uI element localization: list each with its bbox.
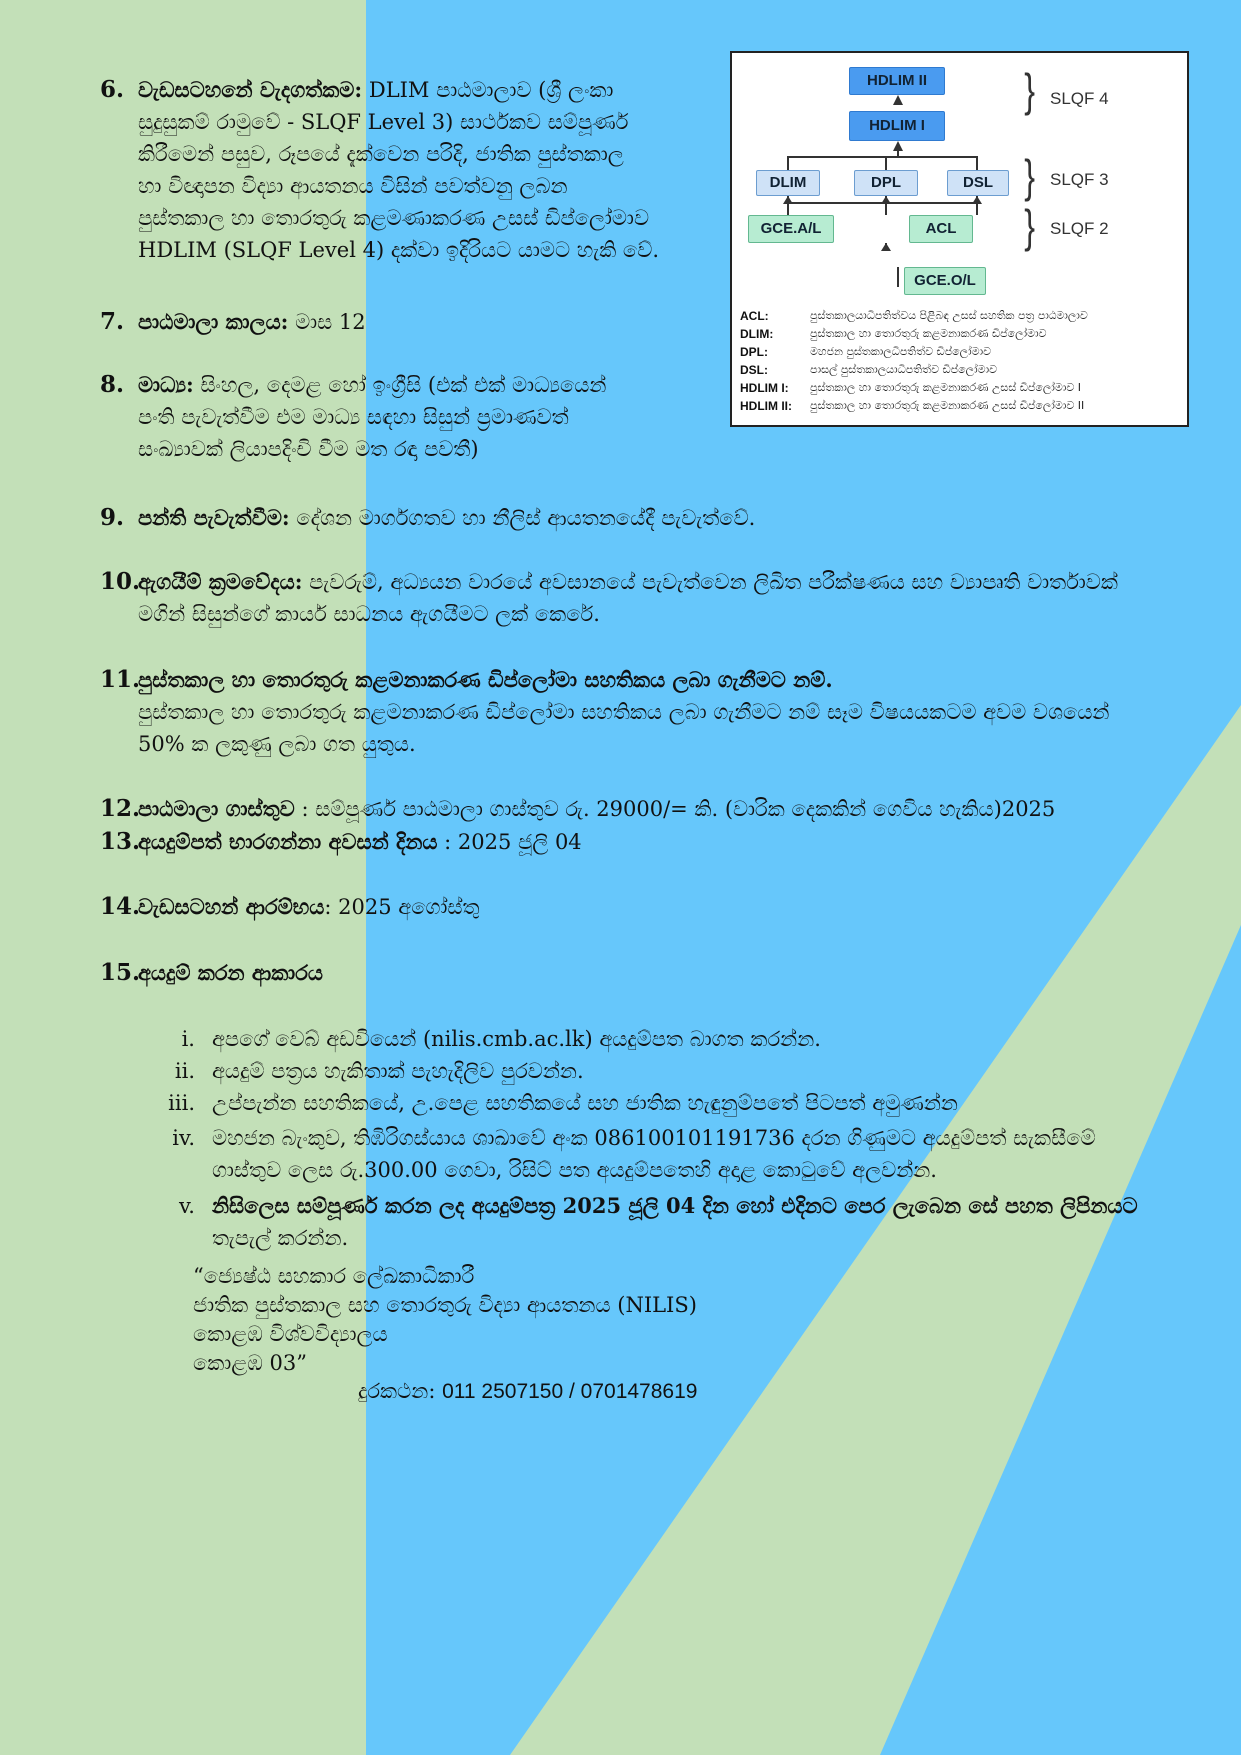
node-gce-ol: GCE.O/L <box>904 267 986 295</box>
label-slqf2: SLQF 2 <box>1050 219 1109 238</box>
item-number: 7. <box>100 308 125 335</box>
item-body <box>138 891 1193 923</box>
node-acl: ACL <box>909 215 973 243</box>
node-hdlim-ii: HDLIM II <box>849 67 945 95</box>
item-line: පුස්තකාල හා තොරතුරු කළමණාකරණ උසස් ඩිප්ලෝමාව <box>138 206 650 230</box>
item-body <box>138 566 1193 630</box>
legend-key: DPL: <box>740 345 768 359</box>
item-label: වැඩසටහන් ආරම්භය <box>138 894 325 919</box>
item-line: සංඛ්‍යාවක් ලියාපදිංචි වීම මත රඳා පවතී) <box>138 437 479 461</box>
item-line: පැවරුම්, අධ්‍යයන වාරයේ අවසානයේ පැවැත්වෙන ලිඛිත පරීක්ෂණය සහ ව්‍යාපෘති වාර්තාවක් <box>309 570 1118 594</box>
item-line: සුදුසුකම් රාමුවේ - SLQF Level 3) සාර්ථකව සම්පූර්ණ <box>138 110 629 134</box>
step-number: ii. <box>174 1059 195 1083</box>
section-12-fee <box>100 793 1200 829</box>
step-text <box>212 1055 1194 1087</box>
legend-key: HDLIM II: <box>740 399 792 413</box>
item-label: පුස්තකාල හා තොරතුරු කළමනාකරණ ඩිප්ලෝමා සහතිකය ලබා ගැනීමට නම්. <box>138 667 833 692</box>
section-15-how-to-apply <box>100 957 1200 993</box>
item-label: වැඩසටහනේ වැදගත්කම: <box>138 77 363 102</box>
item-number: 11. <box>100 666 141 693</box>
address-line: ජාතික පුස්තකාල සහ තොරතුරු විද්‍යා ආයතනය (NILIS) <box>193 1293 697 1317</box>
item-body <box>138 306 686 338</box>
item-line: සිංහල, දෙමළ හෝ ඉංග්‍රීසි (එක් එක් මාධ්‍යයෙන් <box>200 373 607 397</box>
slqf-pathway-diagram <box>730 51 1189 427</box>
step-line: අයදුම් පත්‍රය හැකිතාක් පැහැදිලිව පුරවන්න. <box>212 1059 584 1083</box>
legend-key: HDLIM I: <box>740 381 789 395</box>
node-gce-al: GCE.A/L <box>748 215 834 243</box>
item-number: 10. <box>100 568 141 595</box>
step-text <box>212 1087 1194 1119</box>
legend-key: DLIM: <box>740 327 774 341</box>
step-line: මහජන බැංකුව, තිඹිරිගස්යාය ශාඛාවේ අංක 086100101191736 දරන ගිණුමට අයදුම්පත් සැකසීමේ <box>212 1126 1096 1150</box>
item-line: HDLIM (SLQF Level 4) දක්වා ඉදිරියට යාමට හැකි වේ. <box>138 238 659 262</box>
legend-key: DSL: <box>740 363 768 377</box>
item-number: 12. <box>100 795 141 822</box>
brace-slqf3: } <box>1024 150 1036 202</box>
node-dlim: DLIM <box>756 170 820 196</box>
item-line: කිරීමෙන් පසුව, රූපයේ දැක්වෙන පරිදි, ජාතික පුස්තකාල <box>138 142 624 166</box>
section-8-medium <box>100 369 690 469</box>
section-14-start <box>100 891 1200 927</box>
label-slqf4: SLQF 4 <box>1050 89 1109 108</box>
item-body <box>138 793 1193 825</box>
item-label: පාඨමාලා ගාස්තුව <box>138 796 295 821</box>
brace-slqf4: } <box>1024 64 1036 116</box>
item-number: 9. <box>100 504 125 531</box>
label-slqf3: SLQF 3 <box>1050 170 1109 189</box>
brace-slqf2: } <box>1024 200 1036 252</box>
item-label: අයදුම් කරන ආකාරය <box>138 960 323 985</box>
phone-label: දුරකථන: <box>358 1379 436 1403</box>
step-line: නිසිලෙස සම්පූර්ණ කරන ලද අයදුම්පත්‍ර 2025 ජූලි 04 දින හෝ එදිනට පෙර ලැබෙන සේ පහත ලිපිනයට <box>212 1193 1138 1218</box>
item-line: හා විඥාපන විද්‍යා ආයතනය විසින් පවත්වනු ලබන <box>138 174 568 198</box>
item-body <box>138 502 1188 534</box>
address-line: කොළඹ විශ්වවිද්‍යාලය <box>193 1322 388 1346</box>
item-number: 14. <box>100 893 141 920</box>
item-label: පාඨමාලා කාලය: <box>138 309 289 334</box>
item-line: පංති පැවැත්වීම එම මාධ්‍ය සඳහා සිසුන් ප්‍රමාණවත් <box>138 405 569 429</box>
step-number: i. <box>181 1027 195 1051</box>
section-13-deadline <box>100 826 1200 862</box>
step-text <box>212 1190 1194 1254</box>
step-text <box>212 1122 1194 1186</box>
address-line: කොළඹ 03” <box>193 1351 307 1375</box>
section-9-classes <box>100 502 1200 538</box>
legend-value: පුස්තකාල හා තොරතුරු කළමනාකරණ උසස් ඩිප්ලෝමාව I <box>810 381 1082 394</box>
step-number: v. <box>178 1194 195 1218</box>
node-dpl: DPL <box>854 170 918 196</box>
step-line: අපගේ වෙබ් අඩවියෙන් (nilis.cmb.ac.lk) අයදුම්පත බාගත කරන්න. <box>212 1027 821 1051</box>
phone-line <box>358 1376 697 1407</box>
address-line: “ජ්‍යෙෂ්ඨ සහකාර ලේඛකාධිකාරී <box>193 1264 475 1288</box>
item-text: : 2025 ජූලි 04 <box>444 830 582 854</box>
item-number: 8. <box>100 371 125 398</box>
legend-value: පාසල් පුස්තකාලයාධිපතිත්ව ඩිප්ලෝමාව <box>810 363 998 376</box>
item-label: මාධ්‍ය: <box>138 372 194 397</box>
item-label: ඇගයීම් ක්‍රමවේදය: <box>138 569 303 594</box>
item-line: පුස්තකාල හා තොරතුරු කළමනාකරණ ඩිප්ලෝමා සහතිකය ලබා ගැනීමට නම් සෑම විෂයයකටම අවම වශයෙන් <box>138 700 1110 724</box>
node-dsl: DSL <box>947 170 1009 196</box>
section-11-certificate <box>100 664 1200 764</box>
item-number: 15. <box>100 959 141 986</box>
item-body <box>138 369 686 465</box>
step-number: iii. <box>168 1091 195 1115</box>
step-line: ගාස්තුව ලෙස රු.300.00 ගෙවා, රිසිට් පත අයදුම්පතෙහි අදාළ කොටුවේ අලවන්න. <box>212 1158 937 1182</box>
step-line: උප්පැන්න සහතිකයේ, උ.පෙළ සහතිකයේ සහ ජාතික හැඳුනුම්පතේ පිටපත් අමුණන්න <box>212 1091 958 1115</box>
item-body <box>138 826 1193 858</box>
step-line: තැපැල් කරන්න. <box>212 1226 349 1250</box>
legend-value: පුස්තකාල හා තොරතුරු කළමනාකරණ ඩිප්ලෝමාව <box>810 327 1047 340</box>
mailing-address <box>193 1262 893 1378</box>
legend-key: ACL: <box>740 309 769 323</box>
item-number: 13. <box>100 828 141 855</box>
legend-value: පුස්තකාල හා තොරතුරු කළමනාකරණ උසස් ඩිප්ලෝමාව II <box>810 399 1085 412</box>
item-body <box>138 664 1193 760</box>
step-number: iv. <box>172 1126 195 1150</box>
step-text <box>212 1023 1194 1055</box>
item-line: මගින් සිසුන්ගේ කාර්ය සාධනය ඇගයීමට ලක් කෙරේ. <box>138 602 600 626</box>
item-label: පන්ති පැවැත්වීම: <box>138 505 290 530</box>
item-line: 50% ක ලකුණු ලබා ගත යුතුය. <box>138 732 416 756</box>
section-7-duration <box>100 306 690 342</box>
item-text: : 2025 අගෝස්තු <box>324 895 480 919</box>
item-body <box>138 957 1193 989</box>
phone-number: 011 2507150 / 0701478619 <box>442 1380 698 1403</box>
item-text: දේශන මාර්ගගතව හා නීලිස් ආයතනයේදී පැවැත්වේ. <box>296 506 756 530</box>
legend-value: පුස්තකාලයාධිපතිත්වය පිළිබඳ උසස් සහතික පත්‍ර පාඨමාලාව <box>810 309 1088 322</box>
item-line: DLIM පාඨමාලාව (ශ්‍රී ලංකා <box>368 78 614 102</box>
item-number: 6. <box>100 76 125 103</box>
item-text: මාස 12 <box>295 310 366 334</box>
item-text: : සම්පූර්ණ පාඨමාලා ගාස්තුව රු. 29000/= කි. (වාරික දෙකකින් ගෙවිය හැකිය)2025 <box>301 797 1056 821</box>
section-10-assessment <box>100 566 1200 636</box>
legend-value: මහජන පුස්තකාලධිපතිත්ව ඩිප්ලෝමාව <box>810 345 992 358</box>
node-hdlim-i: HDLIM I <box>849 111 945 141</box>
section-6-importance <box>100 74 690 274</box>
item-body <box>138 74 686 266</box>
item-label: අයදුම්පත් භාරගන්නා අවසන් දිනය <box>138 829 438 854</box>
